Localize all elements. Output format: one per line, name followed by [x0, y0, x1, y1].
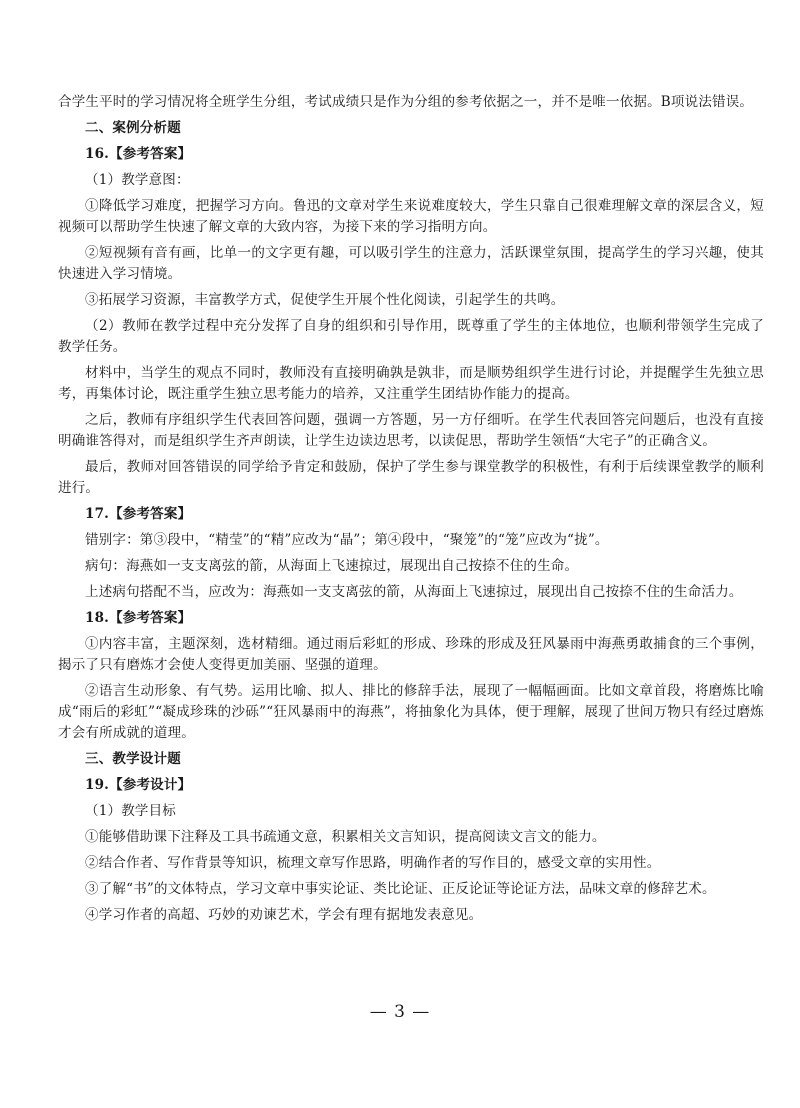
page-content — [58, 92, 764, 926]
paragraph: ③拓展学习资源，丰富教学方式，促使学生开展个性化阅读，引起学生的共鸣。 — [85, 292, 565, 308]
answer-label: 18.【参考答案】 — [85, 610, 192, 626]
paragraph: 病句：海燕如一支支离弦的箭，从海面上飞速掠过，展现出自己按捺不住的生命。 — [85, 558, 579, 574]
answer-label: 17.【参考答案】 — [85, 506, 192, 522]
paragraph: ①内容丰富，主题深刻，选材精细。通过雨后彩虹的形成、珍珠的形成及狂风暴雨中海燕勇敢捕食的三个事例，揭示了只有磨炼才会使人变得更加美丽、坚强的道理。 — [58, 636, 764, 673]
paragraph: 最后，教师对回答错误的同学给予肯定和鼓励，保护了学生参与课堂教学的积极性，有利于后续课堂教学的顺利进行。 — [58, 459, 764, 496]
answer-label: 16.【参考答案】 — [85, 146, 192, 162]
paragraph: 合学生平时的学习情况将全班学生分组，考试成绩只是作为分组的参考依据之一，并不是唯一依据。B项说法错误。 — [58, 94, 754, 110]
paragraph: （1）教学目标 — [85, 803, 176, 819]
paragraph: 错别字：第③段中，“精莹”的“精”应改为“晶”；第④段中，“聚笼”的“笼”应改为“拢”。 — [85, 532, 609, 548]
paragraph: ①降低学习难度，把握学习方向。鲁迅的文章对学生来说难度较大，学生只靠自己很难理解文章的深层含义，短视频可以帮助学生快速了解文章的大致内容，为接下来的学习指明方向。 — [58, 198, 764, 235]
paragraph: ②语言生动形象、有气势。运用比喻、拟人、排比的修辞手法，展现了一幅幅画面。比如文章首段，将磨炼比喻成“雨后的彩虹”“凝成珍珠的沙砾”“狂风暴雨中的海燕”，将抽象化为具体，便于理解，展现了世间万物只有经过磨炼才会有所成就的道理。 — [58, 683, 764, 741]
paragraph: ②结合作者、写作背景等知识，梳理文章写作思路，明确作者的写作目的，感受文章的实用性。 — [85, 855, 661, 871]
paragraph: 上述病句搭配不当，应改为：海燕如一支支离弦的箭，从海面上飞速掠过，展现出自己按捺不住的生命活力。 — [85, 584, 743, 600]
paragraph: ③了解“书”的文体特点，学习文章中事实论证、类比论证、正反论证等论证方法，品味文章的修辞艺术。 — [85, 881, 716, 897]
paragraph: 之后，教师有序组织学生代表回答问题，强调一方答题，另一方仔细听。在学生代表回答完问题后，也没有直接明确谁答得对，而是组织学生齐声朗读，让学生边读边思考，以读促思，帮助学生领悟“大宅子”的正确含义。 — [58, 412, 764, 449]
paragraph: ④学习作者的高超、巧妙的劝谏艺术，学会有理有据地发表意见。 — [85, 907, 483, 923]
paragraph: 材料中，当学生的观点不同时，教师没有直接明确孰是孰非，而是顺势组织学生进行讨论，并提醒学生先独立思考，再集体讨论，既注重学生独立思考能力的培养，又注重学生团结协作能力的提高。 — [58, 365, 764, 402]
answer-label: 19.【参考设计】 — [85, 777, 192, 793]
page-number: — 3 — — [369, 1002, 431, 1022]
paragraph: ②短视频有音有画，比单一的文字更有趣，可以吸引学生的注意力，活跃课堂氛围，提高学生的学习兴趣，使其快速进入学习情境。 — [58, 245, 764, 282]
paragraph: ①能够借助课下注释及工具书疏通文意，积累相关文言知识，提高阅读文言文的能力。 — [85, 829, 606, 845]
section-heading: 三、教学设计题 — [85, 751, 181, 767]
paragraph: （1）教学意图： — [85, 172, 190, 188]
section-heading: 二、案例分析题 — [85, 120, 181, 136]
paragraph: （2）教师在教学过程中充分发挥了自身的组织和引导作用，既尊重了学生的主体地位，也顺利带领学生完成了教学任务。 — [58, 318, 764, 355]
